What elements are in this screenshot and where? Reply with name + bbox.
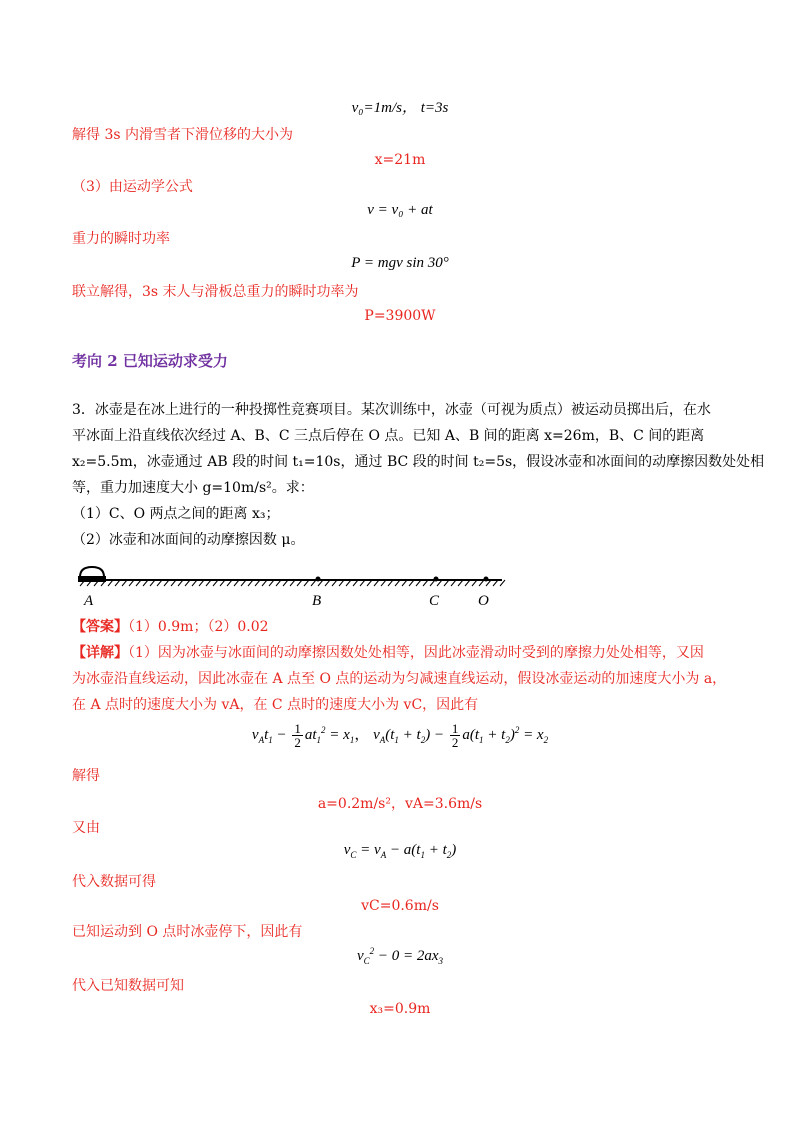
again-label: 又由 [72,820,100,836]
explain-line-2: 为冰壶沿直线运动，因此冰壶在 A 点至 O 点的运动为匀减速直线运动，假设冰壶运动的加速度大小为 a， [72,671,727,687]
answer-text: （1）0.9m；（2）0.02 [128,619,269,635]
velocity-formula: v = v₀ + at [367,202,433,218]
result-x3: x₃=0.9m [369,1001,431,1017]
vc-equation: $v_C = v_A - a(t_1 + t_2)$ [343,842,457,860]
problem-line-4: 等，重力加速度大小 g=10m/s²。求： [72,480,314,496]
given-values: v₀=1m/s， t=3s [351,100,449,116]
question-1: （1）C、O 两点之间的距离 x₃； [72,506,280,522]
problem-line-3: x₂=5.5m，冰壶通过 AB 段的时间 t₁=10s，通过 BC 段的时间 t₂=5s，假设冰壶和冰面间的动摩擦因数处处相 [72,454,765,470]
problem-line-2: 平冰面上沿直线依次经过 A、B、C 三点后停在 O 点。已知 A、B 间的距离 x=26m，B、C 间的距离 [72,428,705,444]
kinematic-equations: $v_At_1$ − $\frac{1}{2}$ $at_1^2 = x_1$， $v_A(t_1 + t_2)$ − $\frac{1}{2}$ $a(t_1 + t_2)^2 = x_2$ [251,721,549,750]
answer-line [72,617,269,637]
solve-label: 解得 [72,768,100,784]
explain-text-1: （1）因为冰壶与冰面间的动摩擦因数处处相等，因此冰壶滑动时受到的摩擦力处处相等，又因 [128,645,704,661]
point-b-dot [316,577,321,582]
curling-figure [70,555,520,613]
result-displacement: x=21m [374,152,426,168]
label-b: B [312,593,322,609]
explain-line-1 [72,643,704,663]
power-text: 重力的瞬时功率 [72,231,170,247]
known-stop-text: 已知运动到 O 点时冰壶停下，因此有 [72,924,303,940]
label-o: O [478,593,489,609]
combine-text: 联立解得，3s 末人与滑板总重力的瞬时功率为 [72,284,359,300]
problem-line-1: 3．冰壶是在冰上进行的一种投掷性竞赛项目。某次训练中，冰壶（可视为质点）被运动员掷出后，在水 [72,402,711,418]
distance-equation: $v_C^2 - 0 = 2ax_3$ [356,946,444,966]
question-2: （2）冰壶和冰面间的动摩擦因数 μ。 [72,532,305,548]
answer-tag: 【答案】 [72,619,128,635]
substitute-label-1: 代入数据可得 [72,874,156,890]
kinematics-text: （3）由运动学公式 [72,179,193,195]
label-a: A [84,593,94,609]
explain-tag: 【详解】 [72,645,128,661]
power-formula: P = mgv sin 30° [351,255,449,271]
solve-text-1: 解得 3s 内滑雪者下滑位移的大小为 [72,127,293,143]
result-vc: vC=0.6m/s [361,898,439,914]
point-c-dot [434,577,439,582]
section-heading: 考向 2 已知运动求受力 [72,352,228,370]
point-o-dot [484,577,489,582]
result-accel: a=0.2m/s²，vA=3.6m/s [317,796,483,812]
substitute-label-2: 代入已知数据可知 [72,978,184,994]
explain-line-3: 在 A 点时的速度大小为 vA，在 C 点时的速度大小为 vC，因此有 [72,697,479,713]
label-c: C [429,593,440,609]
result-power: P=3900W [364,308,436,324]
